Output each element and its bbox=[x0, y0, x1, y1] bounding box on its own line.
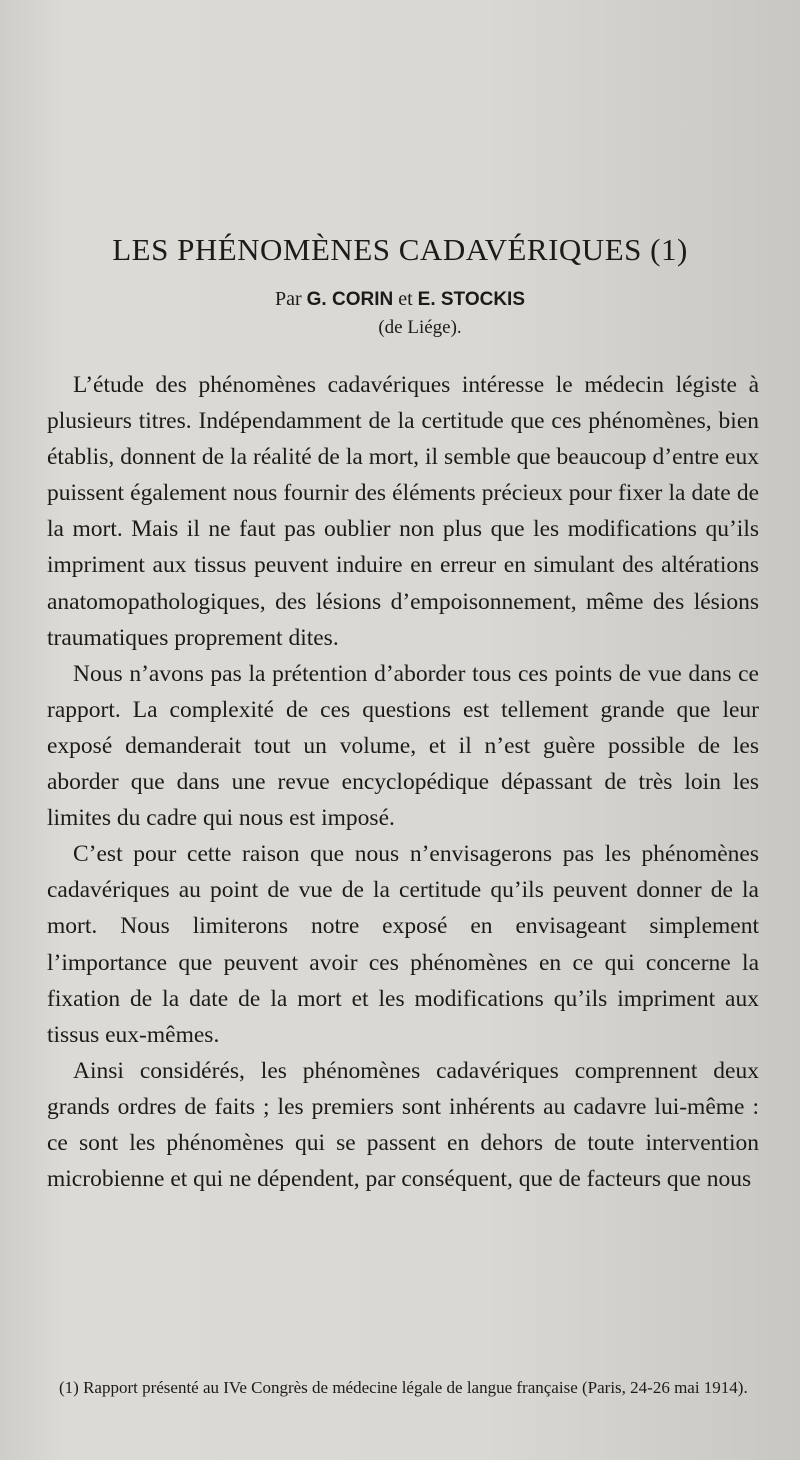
paragraph-2: Nous n’avons pas la prétention d’aborder tous ces points de vue dans ce rapport. La complexité de ces questions est tellement grande que leur exposé demanderait tout un volume, et il n’est guère possible de les aborder que dans une revue encyclopédique dépassant de très loin les limites du cadre qui nous est imposé. bbox=[47, 660, 759, 832]
author-stockis: E. STOCKIS bbox=[417, 289, 525, 310]
article-title: LES PHÉNOMÈNES CADAVÉRIQUES (1) bbox=[112, 232, 688, 267]
paragraph-4: Ainsi considérés, les phénomènes cadavériques comprennent deux grands ordres de faits ; les premiers sont inhérents au cadavre lui-même : ce sont les phénomènes qui se passent en dehors de toute intervention microbienne et qui ne dépendent, par conséquent, que de facteurs que nous bbox=[47, 1057, 759, 1193]
author-corin: G. CORIN bbox=[306, 289, 394, 310]
affiliation: (de Liége). bbox=[378, 317, 462, 338]
article-body bbox=[47, 367, 759, 1197]
paragraph-1: L’étude des phénomènes cadavériques intéresse le médecin légiste à plusieurs titres. Indépendamment de la certitude que ces phénomènes, bien établis, donnent de la réalité de la mort, il semble que beaucoup d’entre eux puissent également nous fournir des éléments précieux pour fixer la date de la mort. Mais il ne faut pas oublier non plus que les modifications qu’ils impriment aux tissus peuvent induire en erreur en simulant des altérations anatomopathologiques, des lésions d’empoisonnement, même des lésions traumatiques proprement dites. bbox=[47, 372, 759, 651]
byline bbox=[0, 288, 800, 311]
footnote-text: (1) Rapport présenté au IVe Congrès de médecine légale de langue française (Paris, 24-26 mai 1914). bbox=[59, 1378, 748, 1397]
paragraph-3: C’est pour cette raison que nous n’envisagerons pas les phénomènes cadavériques au point de vue de la certitude qu’ils peuvent donner de la mort. Nous limiterons notre exposé en envisageant simplement l’importance que peuvent avoir ces phénomènes en ce qui concerne la fixation de la date de la mort et les modifications qu’ils impriment aux tissus eux-mêmes. bbox=[47, 841, 759, 1048]
footnote bbox=[47, 1378, 759, 1398]
byline-and: et bbox=[398, 288, 413, 310]
byline-prefix: Par bbox=[274, 288, 302, 310]
